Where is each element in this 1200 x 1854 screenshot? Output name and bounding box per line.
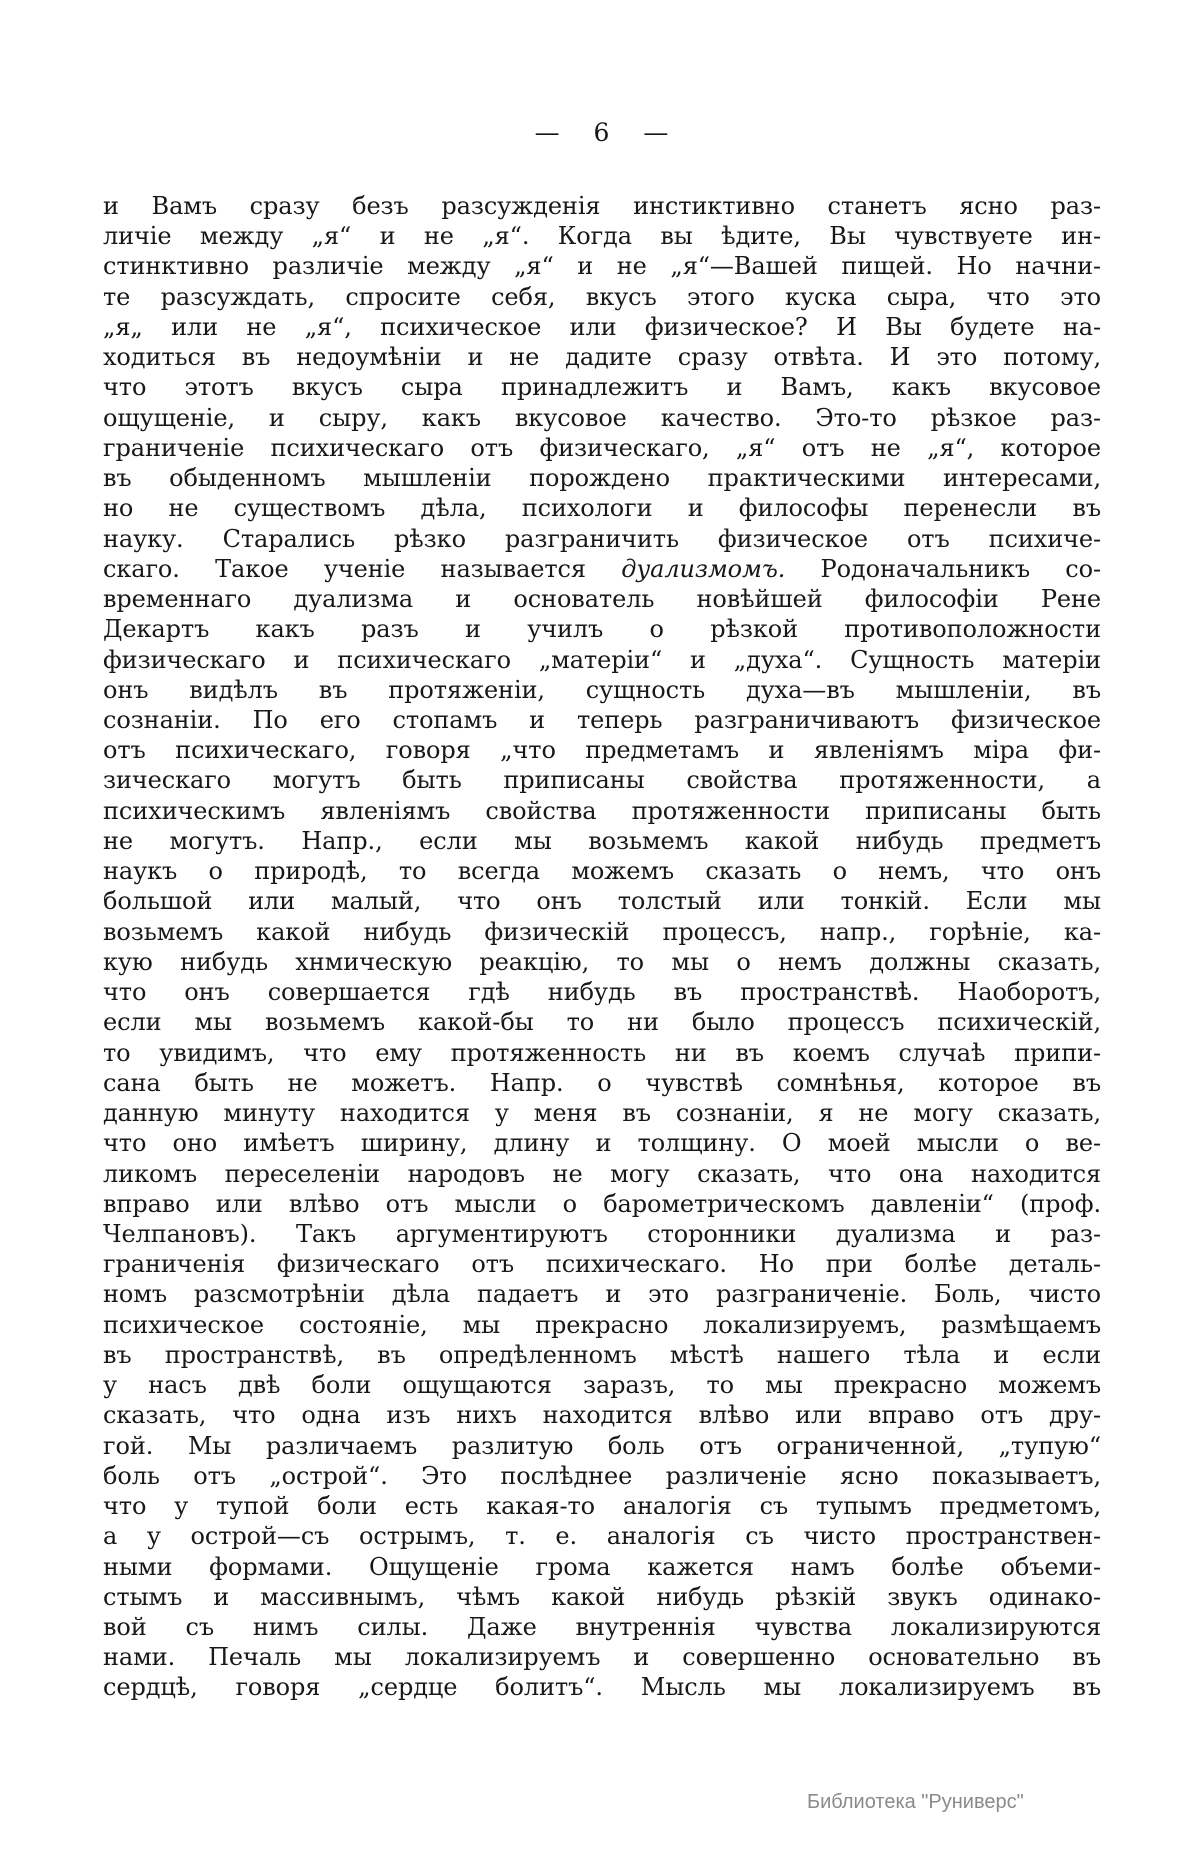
text-line: большой или малый, что онъ толстый или тонкій. Если мы: [103, 887, 1101, 916]
text-line: наукъ о природѣ, то всегда можемъ сказать о немъ, что онъ: [103, 857, 1101, 886]
text-line: что этотъ вкусъ сыра принадлежитъ и Вамъ, какъ вкусовое: [103, 373, 1101, 402]
text-line: гой. Мы различаемъ разлитую боль отъ ограниченной, „тупую“: [103, 1431, 1101, 1460]
text-line: скаго. Такое ученіе называется дуализмомъ. Родоначальникъ со-: [103, 554, 1101, 583]
text-line: сказать, что одна изъ нихъ находится влѣво или вправо отъ дру-: [103, 1401, 1101, 1430]
text-line: личіе между „я“ и не „я“. Когда вы ѣдите, Вы чувствуете ин-: [103, 222, 1101, 251]
text-line: а у острой—съ острымъ, т. е. аналогія съ чисто пространствен-: [103, 1522, 1101, 1551]
text-line: возьмемъ какой нибудь физическій процессъ, напр., горѣніе, ка-: [103, 917, 1101, 946]
text-line: вправо или влѣво отъ мысли о барометрическомъ давленіи“ (проф.: [103, 1189, 1101, 1218]
text-line: вой съ нимъ силы. Даже внутреннія чувства локализируются: [103, 1613, 1101, 1642]
text-line: онъ видѣлъ въ протяженіи, сущность духа—въ мышленіи, въ: [103, 675, 1101, 704]
body-text: [103, 191, 1101, 1703]
text-line: зическаго могутъ быть приписаны свойства протяженности, а: [103, 766, 1101, 795]
text-line: нами. Печаль мы локализируемъ и совершенно основательно въ: [103, 1643, 1101, 1672]
text-line: боль отъ „острой“. Это послѣднее различеніе ясно показываетъ,: [103, 1461, 1101, 1490]
text-line: психическое состояніе, мы прекрасно локализируемъ, размѣщаемъ: [103, 1310, 1101, 1339]
text-line: стинктивно различіе между „я“ и не „я“—Вашей пищей. Но начни-: [103, 252, 1101, 281]
text-line: отъ психическаго, говоря „что предметамъ и явленіямъ міра фи-: [103, 736, 1101, 765]
text-line: что у тупой боли есть какая-то аналогія съ тупымъ предметомъ,: [103, 1492, 1101, 1521]
text-line: граниченіе психическаго отъ физическаго, „я“ отъ не „я“, которое: [103, 433, 1101, 462]
library-watermark: Библиотека "Руниверс": [807, 1791, 1024, 1813]
text-line: сознаніи. По его стопамъ и теперь разграничиваютъ физическое: [103, 705, 1101, 734]
text-line: науку. Старались рѣзко разграничить физическое отъ психиче-: [103, 524, 1101, 553]
page-number: — 6 —: [534, 118, 670, 147]
text-line: номъ разсмотрѣніи дѣла падаетъ и это разграниченіе. Боль, чисто: [103, 1280, 1101, 1309]
text-line: не могутъ. Напр., если мы возьмемъ какой нибудь предметъ: [103, 826, 1101, 855]
text-line: въ обыденномъ мышленіи порождено практическими интересами,: [103, 464, 1101, 493]
text-line: сердцѣ, говоря „сердце болитъ“. Мысль мы локализируемъ въ: [103, 1673, 1101, 1702]
text-line: но не существомъ дѣла, психологи и философы перенесли въ: [103, 494, 1101, 523]
text-line: ликомъ переселеніи народовъ не могу сказать, что она находится: [103, 1159, 1101, 1188]
text-line: временнаго дуализма и основатель новѣйшей философіи Рене: [103, 585, 1101, 614]
text-line: что оно имѣетъ ширину, длину и толщину. О моей мысли о ве-: [103, 1129, 1101, 1158]
text-line: кую нибудь хнмическую реакцію, то мы о немъ должны сказать,: [103, 947, 1101, 976]
text-line: физическаго и психическаго „матеріи“ и „духа“. Сущность матеріи: [103, 645, 1101, 674]
text-line: те разсуждать, спросите себя, вкусъ этого куска сыра, что это: [103, 282, 1101, 311]
text-line: и Вамъ сразу безъ разсужденія инстиктивно станетъ ясно раз-: [103, 192, 1101, 220]
text-line: ходиться въ недоумѣніи и не дадите сразу отвѣта. И это потому,: [103, 343, 1101, 372]
text-line: сана быть не можетъ. Напр. о чувствѣ сомнѣнья, которое въ: [103, 1068, 1101, 1097]
text-line: Декартъ какъ разъ и училъ о рѣзкой противоположности: [103, 615, 1101, 644]
text-line: стымъ и массивнымъ, чѣмъ какой нибудь рѣзкій звукъ одинако-: [103, 1582, 1101, 1611]
text-line: ощущеніе, и сыру, какъ вкусовое качество. Это-то рѣзкое раз-: [103, 403, 1101, 432]
text-line: то увидимъ, что ему протяженность ни въ коемъ случаѣ припи-: [103, 1038, 1101, 1067]
text-line: психическимъ явленіямъ свойства протяженности приписаны быть: [103, 796, 1101, 825]
text-line: если мы возьмемъ какой-бы то ни было процессъ психическій,: [103, 1008, 1101, 1037]
text-line: что онъ совершается гдѣ нибудь въ пространствѣ. Наоборотъ,: [103, 978, 1101, 1007]
text-line: граниченія физическаго отъ психическаго. Но при болѣе деталь-: [103, 1250, 1101, 1279]
text-line: у насъ двѣ боли ощущаются заразъ, то мы прекрасно можемъ: [103, 1371, 1101, 1400]
text-line: ными формами. Ощущеніе грома кажется намъ болѣе объеми-: [103, 1552, 1101, 1581]
text-line: въ пространствѣ, въ опредѣленномъ мѣстѣ нашего тѣла и если: [103, 1340, 1101, 1369]
text-line: „я„ или не „я“, психическое или физическое? И Вы будете на-: [103, 312, 1101, 341]
text-line: Челпановъ). Такъ аргументируютъ сторонники дуализма и раз-: [103, 1219, 1101, 1248]
text-line: данную минуту находится у меня въ сознаніи, я не могу сказать,: [103, 1099, 1101, 1128]
